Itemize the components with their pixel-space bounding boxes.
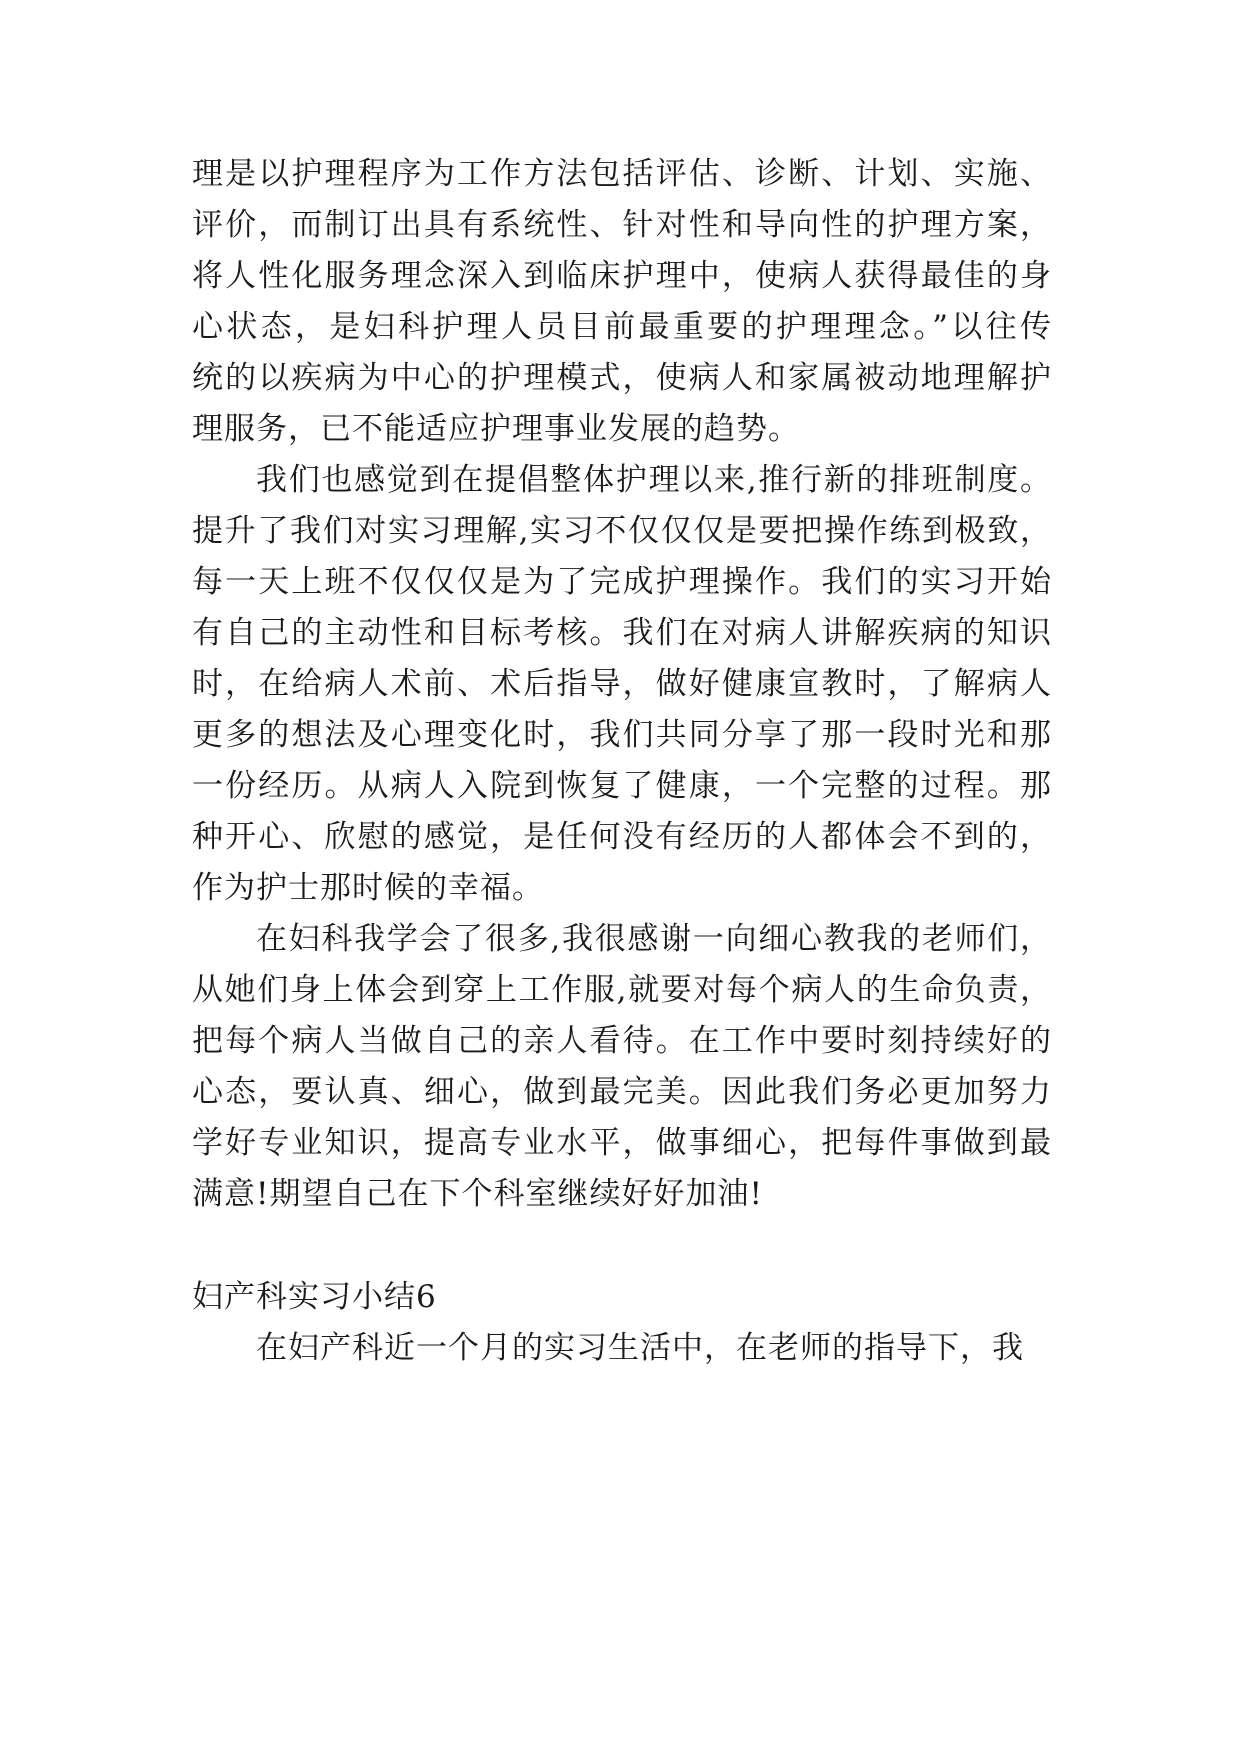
paragraph-2-line-4: 有自己的主动性和目标考核。我们在对病人讲解疾病的知识 bbox=[192, 615, 1052, 651]
section-first-line: 在妇产科近一个月的实习生活中，在老师的指导下，我 bbox=[256, 1330, 1024, 1366]
paragraph-3-line-3: 把每个病人当做自己的亲人看待。在工作中要时刻持续好的 bbox=[192, 1023, 1052, 1059]
paragraph-1-line-2: 评价，而制订出具有系统性、针对性和导向性的护理方案， bbox=[192, 207, 1052, 243]
paragraph-3-line-4: 心态，要认真、细心，做到最完美。因此我们务必更加努力 bbox=[192, 1074, 1052, 1110]
paragraph-3-line-6: 满意!期望自己在下个科室继续好好加油! bbox=[192, 1176, 763, 1212]
paragraph-1-line-1: 理是以护理程序为工作方法包括评估、诊断、计划、实施、 bbox=[192, 156, 1052, 192]
section-heading: 妇产科实习小结6 bbox=[192, 1279, 437, 1315]
paragraph-2-line-3: 每一天上班不仅仅仅是为了完成护理操作。我们的实习开始 bbox=[192, 564, 1052, 600]
paragraph-3-line-5: 学好专业知识，提高专业水平，做事细心，把每件事做到最 bbox=[192, 1125, 1052, 1161]
paragraph-2-line-9: 作为护士那时候的幸福。 bbox=[192, 870, 544, 906]
paragraph-1-line-6: 理服务，已不能适应护理事业发展的趋势。 bbox=[192, 411, 800, 447]
paragraph-3-line-2: 从她们身上体会到穿上工作服,就要对每个病人的生命负责， bbox=[192, 972, 1052, 1008]
paragraph-1-line-5: 统的以疾病为中心的护理模式，使病人和家属被动地理解护 bbox=[192, 360, 1052, 396]
paragraph-2-line-8: 种开心、欣慰的感觉，是任何没有经历的人都体会不到的， bbox=[192, 819, 1052, 855]
paragraph-2-line-1: 我们也感觉到在提倡整体护理以来,推行新的排班制度。 bbox=[256, 462, 1052, 498]
paragraph-3-line-1: 在妇科我学会了很多,我很感谢一向细心教我的老师们， bbox=[256, 921, 1052, 957]
paragraph-1-line-3: 将人性化服务理念深入到临床护理中，使病人获得最佳的身 bbox=[192, 258, 1052, 294]
paragraph-2-line-6: 更多的想法及心理变化时，我们共同分享了那一段时光和那 bbox=[192, 717, 1052, 753]
paragraph-2-line-2: 提升了我们对实习理解,实习不仅仅仅是要把操作练到极致， bbox=[192, 513, 1052, 549]
paragraph-2-line-5: 时，在给病人术前、术后指导，做好健康宣教时，了解病人 bbox=[192, 666, 1052, 702]
paragraph-1-line-4: 心状态，是妇科护理人员目前最重要的护理理念。”以往传 bbox=[192, 309, 1052, 345]
paragraph-2-line-7: 一份经历。从病人入院到恢复了健康，一个完整的过程。那 bbox=[192, 768, 1052, 804]
